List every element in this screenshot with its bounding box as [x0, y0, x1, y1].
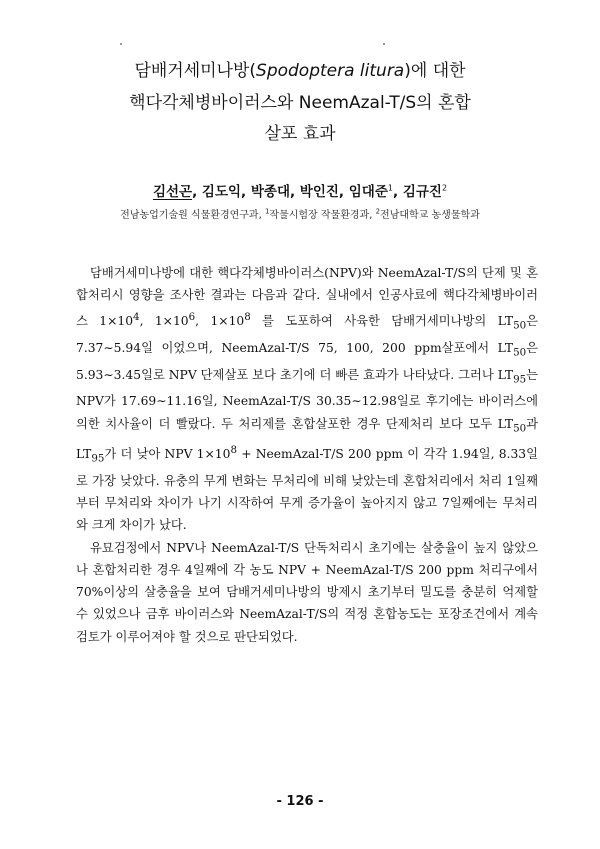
- text-run: 은 7.37∼5.94일 이었으며, NeemAzal-T/S 75, 100, 200 ppm살포에서 LT: [76, 314, 538, 356]
- author-superscript: 2: [441, 183, 448, 193]
- text-run: , 1×10: [195, 314, 245, 329]
- title-text: )에 대한: [404, 61, 466, 81]
- superscript: 8: [230, 444, 237, 457]
- abstract-body: [76, 262, 538, 648]
- superscript: 6: [188, 311, 196, 324]
- text-run: 은 5.93∼3.45일로 NPV 단제살포 보다 초기에 더 빠른 효과가 나타났다. 그러나 LT: [76, 341, 538, 382]
- affiliation-superscript: 2: [375, 207, 381, 216]
- scan-dot-right: [383, 43, 385, 45]
- species-name: Spodoptera litura: [256, 61, 405, 81]
- affiliation-superscript: 1: [264, 207, 270, 216]
- text-run: 과 LT: [76, 416, 538, 462]
- scan-dot-left: [120, 43, 122, 45]
- affiliation: 작물시험장 작물환경과,: [269, 210, 376, 221]
- text-run: + NeemAzal-T/S 200 ppm 이 각각 1.94일, 8.33일로 가장 낮았다. 유충의 무게 변화는 무처리에 비해 낮았는데 혼합처리에서 처리 1일째부터 무처리와 차이가 나기 시작하여 무게 증가율이 높아지지 않고 7일째에는 무처리와 크게 차이가 났다.: [76, 447, 538, 533]
- first-author: 김선곤: [152, 184, 193, 200]
- subscript: 95: [91, 452, 105, 465]
- co-authors: , 김도익, 박종대, 박인진, 임대준: [192, 184, 388, 200]
- title-line-1: [0, 60, 600, 82]
- superscript: 8: [244, 311, 251, 324]
- author-list: [0, 180, 600, 200]
- affiliation: 전남대학교 농생물학과: [380, 210, 480, 221]
- subscript: 50: [513, 422, 527, 435]
- text-run: 담배거세미나방에 대한 핵다각체병바이러스(NPV)와 NeemAzal-T/S의 단제 및 혼합처리시 영향을 조사한 결과는 다음과 같다. 실내에서 인공사료에 핵다각체병바이러스 1×10: [76, 266, 538, 329]
- superscript: 4: [133, 311, 140, 324]
- subscript: 95: [513, 373, 527, 386]
- last-author: , 김규진: [392, 184, 442, 200]
- affiliation: 전남농업기술원 식물환경연구과,: [120, 210, 265, 221]
- title-line-2: 핵다각체병바이러스와 NeemAzal-T/S의 혼합: [129, 93, 471, 113]
- abstract-paragraph-2: 유묘검정에서 NPV나 NeemAzal-T/S 단독처리시 초기에는 살충율이 높지 않았으나 혼합처리한 경우 4일째에 각 농도 NPV + NeemAzal-T/S 200 ppm 처리구에서 70%이상의 살충율을 보여 담배거세미나방의 방제시 초기부터 밀도를 충분히 억제할 수 있었으나 금후 바이러스와 NeemAzal-T/S의 적정 혼합농도는 포장조건에서 계속 검토가 이루어져야 할 것으로 판단되었다.: [76, 540, 538, 644]
- text-run: , 1×10: [139, 314, 189, 329]
- abstract-paragraph-1: [76, 262, 538, 537]
- text-run: 가 더 낮아 NPV 1×10: [104, 447, 231, 462]
- subscript: 50: [513, 319, 527, 332]
- title-text: 담배거세미나방(: [134, 61, 257, 81]
- page-number: - 126 -: [276, 794, 324, 809]
- affiliations: [0, 206, 600, 221]
- text-run: 를 도포하여 사육한 담배거세미나방의 LT: [250, 314, 514, 329]
- text-run: 는 NPV가 17.69∼11.16일, NeemAzal-T/S 30.35∼12.98일로 후기에는 바이러스에 의한 치사율이 더 빨랐다. 두 처리제를 혼합살포한 경우 단제처리 보다 모두 LT: [76, 367, 538, 431]
- author-superscript: 1: [387, 183, 393, 193]
- subscript: 50: [513, 346, 527, 359]
- title-line-3: 살포 효과: [264, 124, 336, 144]
